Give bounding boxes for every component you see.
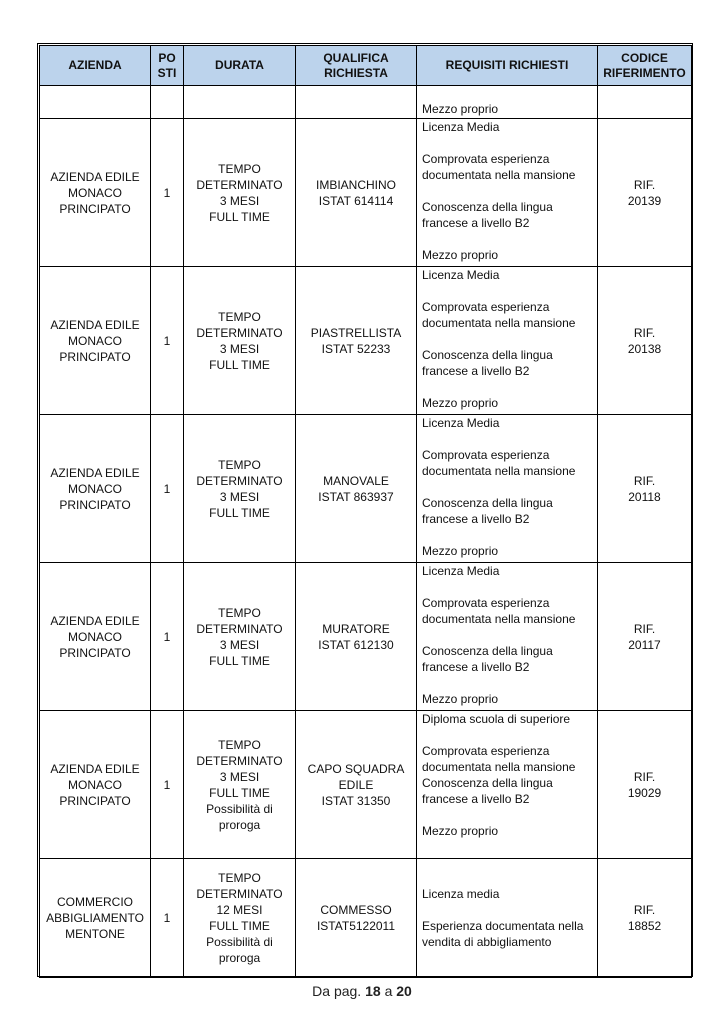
header-qualifica: QUALIFICA RICHIESTA [296, 46, 417, 86]
requisiti-line: francese a livello B2 [422, 364, 530, 378]
requisiti-line: Esperienza documentata nella [422, 919, 584, 933]
durata-line: TEMPO [218, 309, 261, 324]
cell-durata [184, 415, 296, 563]
continued-requisiti: Mezzo proprio [417, 86, 598, 119]
cell-durata [184, 859, 296, 978]
codice-line: 18852 [627, 919, 662, 933]
azienda-line: PRINCIPATO [59, 201, 131, 216]
qualifica-line: ISTAT 612130 [318, 637, 394, 652]
durata-line: TEMPO [218, 737, 261, 752]
footer-from: 18 [365, 983, 381, 999]
line-gap [422, 675, 592, 691]
line-gap [422, 431, 592, 447]
line-gap [422, 727, 592, 743]
durata-line: proroga [218, 817, 261, 832]
requisiti-line: Licenza Media [422, 268, 500, 282]
requisiti-line: Conoscenza della lingua [422, 200, 553, 214]
requisiti-line: francese a livello B2 [422, 660, 530, 674]
cell-durata [184, 267, 296, 415]
durata-line: 3 MESI [219, 637, 260, 652]
azienda-line: PRINCIPATO [59, 645, 131, 660]
continued-row [40, 86, 692, 119]
requisiti-line: Comprovata esperienza [422, 300, 550, 314]
line-gap [422, 183, 592, 199]
codice-line: 20117 [628, 637, 661, 652]
table-row [40, 267, 692, 415]
cell-qualifica [296, 711, 417, 859]
header-azienda: AZIENDA [40, 46, 151, 86]
requisiti-line: Mezzo proprio [422, 692, 499, 706]
footer-prefix: Da pag. [312, 983, 362, 999]
continued-posti [151, 86, 184, 119]
azienda-line: MENTONE [65, 927, 125, 941]
cell-codice [598, 859, 692, 978]
durata-line: FULL TIME [209, 357, 270, 372]
requisiti-line: Diploma scuola di superiore [422, 712, 571, 726]
codice-line: 20118 [628, 489, 661, 504]
requisiti-line: Comprovata esperienza [422, 152, 550, 166]
requisiti-line: Conoscenza della lingua [422, 776, 553, 790]
qualifica-line: ISTAT 863937 [318, 489, 394, 504]
codice-line: 20139 [627, 193, 662, 208]
durata-line: proroga [218, 951, 261, 965]
qualifica-line: MURATORE [322, 621, 390, 636]
cell-codice [598, 267, 692, 415]
codice-line: RIF. [633, 769, 656, 784]
durata-line: Possibilità di [206, 935, 273, 949]
requisiti-line: vendita di abbigliamento [422, 935, 552, 949]
cell-posti: 1 [151, 267, 184, 415]
requisiti-line: Licenza media [422, 887, 500, 901]
footer-to: 20 [396, 983, 412, 999]
cell-requisiti [417, 415, 598, 563]
cell-azienda [40, 119, 151, 267]
azienda-line: COMMERCIO [57, 895, 133, 909]
footer-mid: a [384, 983, 393, 999]
azienda-line: AZIENDA EDILE [50, 761, 140, 776]
azienda-line: PRINCIPATO [59, 349, 131, 364]
cell-durata [184, 119, 296, 267]
requisiti-line: Mezzo proprio [422, 396, 499, 410]
requisiti-line: Conoscenza della lingua [422, 348, 553, 362]
table-row [40, 711, 692, 859]
codice-line: RIF. [633, 177, 656, 192]
durata-line: 12 MESI [216, 903, 263, 917]
job-offers-table [39, 45, 692, 978]
header-row [40, 46, 692, 86]
azienda-line: PRINCIPATO [59, 497, 131, 512]
qualifica-line: ISTAT 31350 [321, 793, 391, 808]
requisiti-line: francese a livello B2 [422, 792, 530, 806]
line-gap [422, 379, 592, 395]
cell-codice [598, 711, 692, 859]
line-gap [422, 807, 592, 823]
cell-azienda [40, 711, 151, 859]
cell-durata [184, 711, 296, 859]
codice-line: RIF. [633, 903, 656, 917]
requisiti-line: Conoscenza della lingua [422, 644, 553, 658]
durata-line: FULL TIME [209, 209, 270, 224]
azienda-line: MONACO [68, 333, 122, 348]
cell-posti: 1 [151, 415, 184, 563]
durata-line: 3 MESI [219, 489, 260, 504]
cell-posti: 1 [151, 563, 184, 711]
cell-durata [184, 563, 296, 711]
qualifica-line: ISTAT5122011 [316, 919, 396, 933]
durata-line: DETERMINATO [196, 887, 283, 901]
cell-requisiti [417, 711, 598, 859]
durata-line: 3 MESI [219, 769, 260, 784]
cell-posti: 1 [151, 119, 184, 267]
durata-line: 3 MESI [219, 341, 260, 356]
cell-requisiti [417, 859, 598, 978]
table-row [40, 563, 692, 711]
azienda-line: AZIENDA EDILE [50, 317, 140, 332]
line-gap [422, 479, 592, 495]
durata-line: DETERMINATO [196, 621, 283, 636]
line-gap [422, 231, 592, 247]
header-requisiti: REQUISITI RICHIESTI [417, 46, 598, 86]
qualifica-line: CAPO SQUADRA [307, 761, 405, 776]
azienda-line: PRINCIPATO [59, 793, 131, 808]
cell-qualifica [296, 119, 417, 267]
qualifica-line: ISTAT 52233 [321, 341, 391, 356]
requisiti-line: Comprovata esperienza [422, 448, 550, 462]
cell-requisiti [417, 119, 598, 267]
durata-line: DETERMINATO [196, 325, 283, 340]
cell-codice [598, 563, 692, 711]
requisiti-line: Mezzo proprio [422, 824, 499, 838]
requisiti-line: Comprovata esperienza [422, 744, 550, 758]
azienda-line: MONACO [68, 481, 122, 496]
cell-codice [598, 415, 692, 563]
cell-posti: 1 [151, 711, 184, 859]
durata-line: DETERMINATO [196, 177, 283, 192]
continued-codice [598, 86, 692, 119]
durata-line: 3 MESI [219, 193, 260, 208]
requisiti-line: Licenza Media [422, 564, 500, 578]
cell-qualifica [296, 415, 417, 563]
line-gap [422, 579, 592, 595]
line-gap [422, 627, 592, 643]
cell-requisiti [417, 267, 598, 415]
durata-line: DETERMINATO [196, 473, 283, 488]
cell-posti: 1 [151, 859, 184, 978]
codice-line: 19029 [627, 785, 662, 800]
qualifica-line: COMMESSO [320, 903, 392, 917]
requisiti-line: Mezzo proprio [422, 248, 499, 262]
azienda-line: AZIENDA EDILE [50, 613, 140, 628]
line-gap [422, 331, 592, 347]
cell-codice [598, 119, 692, 267]
azienda-line: MONACO [68, 777, 122, 792]
line-gap [422, 527, 592, 543]
azienda-line: ABBIGLIAMENTO [46, 911, 144, 925]
cell-azienda [40, 859, 151, 978]
durata-line: DETERMINATO [196, 753, 283, 768]
line-gap [422, 135, 592, 151]
durata-line: TEMPO [218, 457, 261, 472]
continued-azienda [40, 86, 151, 119]
codice-line: 20138 [627, 341, 662, 356]
cell-qualifica [296, 563, 417, 711]
durata-line: FULL TIME [209, 919, 270, 933]
cell-qualifica [296, 859, 417, 978]
durata-line: TEMPO [218, 605, 261, 620]
continued-durata [184, 86, 296, 119]
requisiti-line: documentata nella mansione [422, 316, 576, 330]
azienda-line: AZIENDA EDILE [50, 465, 140, 480]
durata-line: FULL TIME [209, 653, 270, 668]
continued-qualifica [296, 86, 417, 119]
requisiti-line: Mezzo proprio [422, 544, 499, 558]
requisiti-line: Comprovata esperienza [422, 596, 550, 610]
requisiti-line: Conoscenza della lingua [422, 496, 553, 510]
header-durata: DURATA [184, 46, 296, 86]
durata-line: Possibilità di [206, 801, 273, 816]
qualifica-line: EDILE [338, 777, 374, 792]
qualifica-line: PIASTRELLISTA [310, 325, 402, 340]
requisiti-line: francese a livello B2 [422, 216, 530, 230]
cell-azienda [40, 415, 151, 563]
table-row [40, 119, 692, 267]
cell-azienda [40, 267, 151, 415]
table-row [40, 415, 692, 563]
requisiti-line: documentata nella mansione [422, 760, 576, 774]
line-gap [422, 902, 592, 918]
header-posti-text: PO STI [157, 50, 177, 80]
table-row [40, 859, 692, 978]
requisiti-line: documentata nella mansione [422, 464, 576, 478]
durata-line: FULL TIME [209, 785, 270, 800]
qualifica-line: ISTAT 614114 [318, 193, 394, 208]
page-footer [0, 983, 724, 999]
durata-line: TEMPO [218, 871, 261, 885]
codice-line: RIF. [633, 325, 656, 340]
qualifica-line: MANOVALE [323, 473, 389, 488]
azienda-line: MONACO [68, 185, 122, 200]
codice-line: RIF. [633, 621, 656, 636]
line-gap [422, 283, 592, 299]
requisiti-line: documentata nella mansione [422, 168, 576, 182]
cell-qualifica [296, 267, 417, 415]
durata-line: TEMPO [218, 161, 261, 176]
requisiti-line: documentata nella mansione [422, 612, 576, 626]
requisiti-line: francese a livello B2 [422, 512, 530, 526]
requisiti-line: Licenza Media [422, 120, 500, 134]
codice-line: RIF. [633, 473, 656, 488]
header-codice: CODICE RIFERIMENTO [598, 46, 692, 86]
azienda-line: AZIENDA EDILE [50, 169, 140, 184]
header-posti [151, 46, 184, 86]
qualifica-line: IMBIANCHINO [315, 177, 396, 192]
cell-requisiti [417, 563, 598, 711]
azienda-line: MONACO [68, 629, 122, 644]
cell-azienda [40, 563, 151, 711]
durata-line: FULL TIME [209, 505, 270, 520]
requisiti-line: Licenza Media [422, 416, 500, 430]
